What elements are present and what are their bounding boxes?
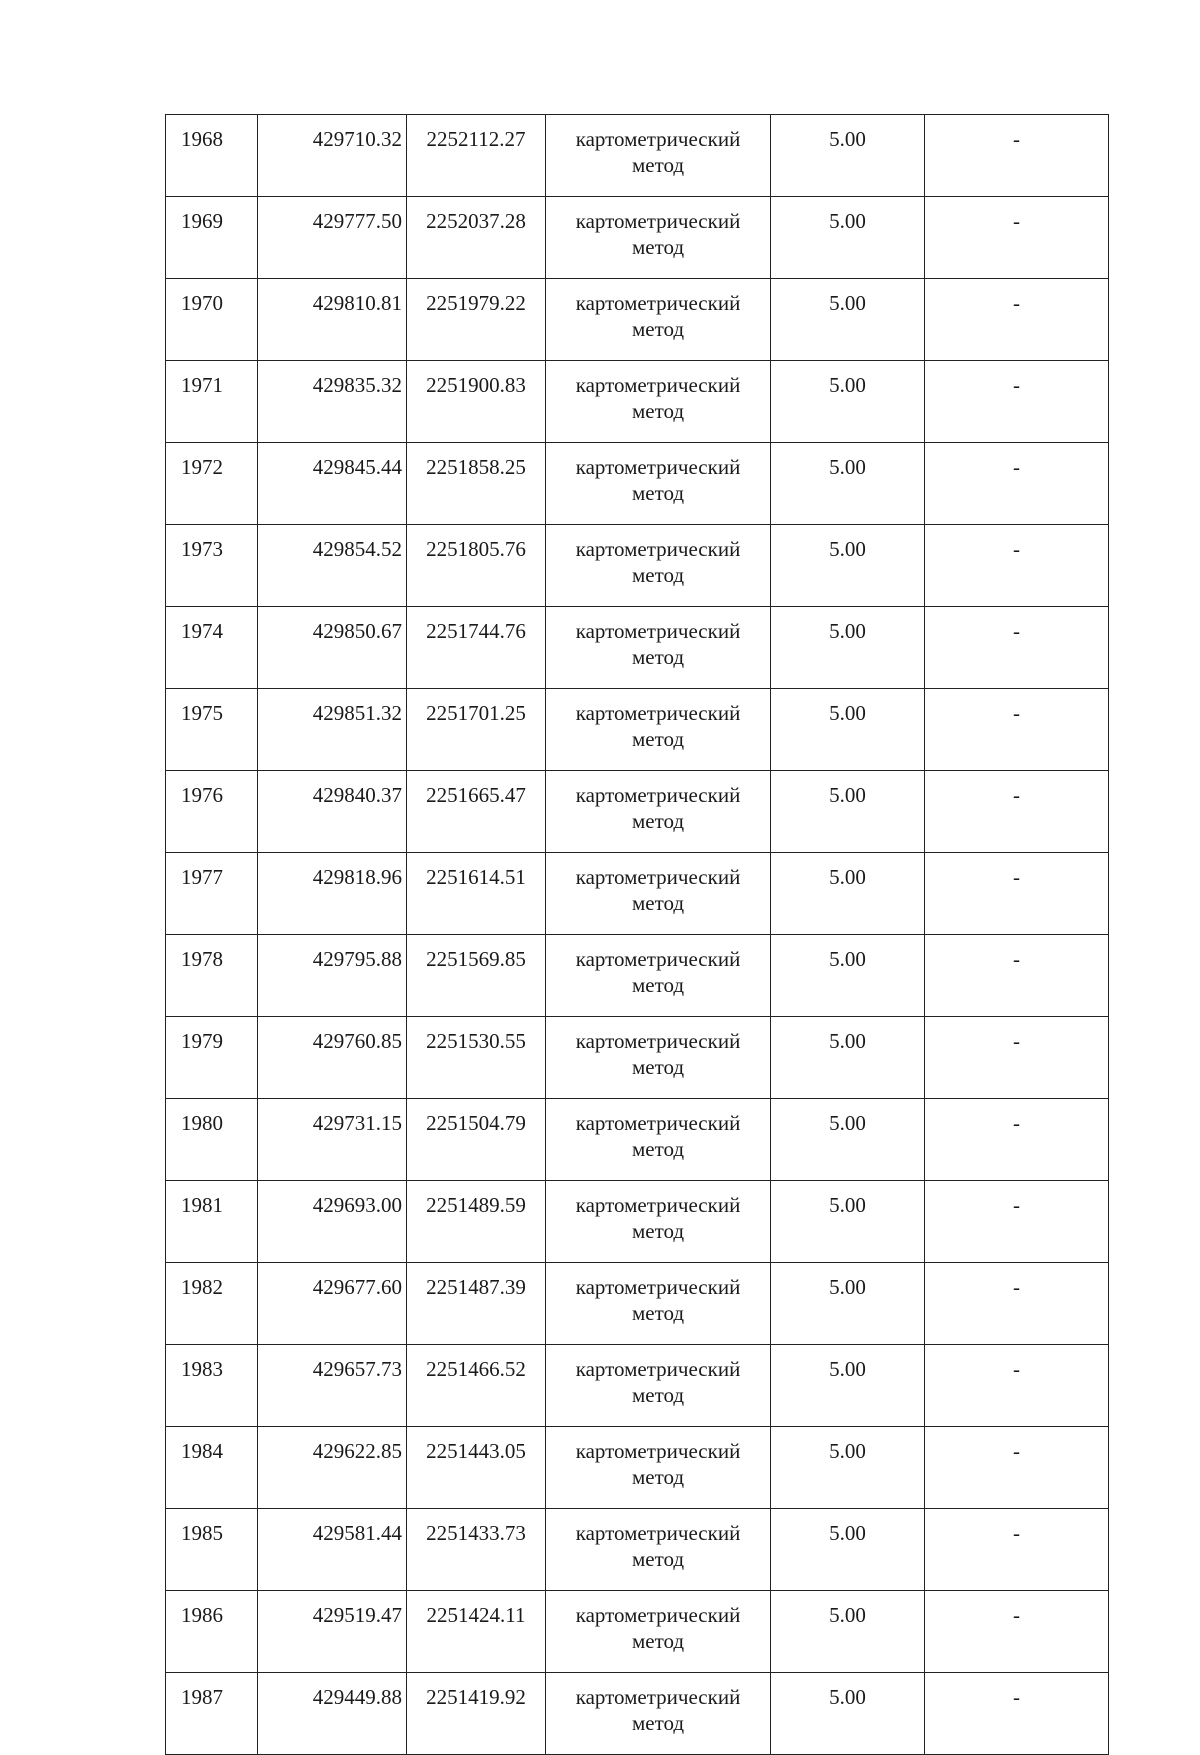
point-number: 1968 bbox=[181, 127, 223, 151]
precision-cell bbox=[771, 1509, 925, 1591]
y-coordinate-cell bbox=[407, 115, 546, 197]
method-cell bbox=[546, 443, 771, 525]
point-number-cell bbox=[166, 279, 258, 361]
method-cell bbox=[546, 361, 771, 443]
point-number-cell bbox=[166, 1263, 258, 1345]
description-value: - bbox=[1013, 1193, 1020, 1217]
x-coordinate: 429519.47 bbox=[312, 1603, 402, 1627]
y-coordinate: 2252112.27 bbox=[426, 127, 526, 151]
x-coordinate: 429760.85 bbox=[312, 1029, 402, 1053]
method-line-1: картометрический bbox=[575, 537, 741, 561]
x-coordinate: 429850.67 bbox=[312, 619, 402, 643]
x-coordinate: 429622.85 bbox=[312, 1439, 402, 1463]
precision-cell bbox=[771, 525, 925, 607]
method-line-1: картометрический bbox=[575, 209, 741, 233]
table-row bbox=[166, 771, 1109, 853]
description-value: - bbox=[1013, 1439, 1020, 1463]
x-coordinate: 429777.50 bbox=[312, 209, 402, 233]
method-line-1: картометрический bbox=[575, 1603, 741, 1627]
method-cell bbox=[546, 1099, 771, 1181]
point-number-cell bbox=[166, 1509, 258, 1591]
description-cell bbox=[925, 1509, 1109, 1591]
point-number-cell bbox=[166, 443, 258, 525]
precision-cell bbox=[771, 853, 925, 935]
y-coordinate: 2251443.05 bbox=[426, 1439, 526, 1463]
precision-value: 5.00 bbox=[829, 1029, 866, 1053]
method-cell bbox=[546, 115, 771, 197]
point-number: 1981 bbox=[181, 1193, 223, 1217]
method-line-2: метод bbox=[631, 891, 685, 915]
method-line-1: картометрический bbox=[575, 1521, 741, 1545]
point-number: 1969 bbox=[181, 209, 223, 233]
method-line-2: метод bbox=[631, 1301, 685, 1325]
description-cell bbox=[925, 1427, 1109, 1509]
x-coordinate-cell bbox=[258, 1427, 407, 1509]
y-coordinate: 2251504.79 bbox=[426, 1111, 526, 1135]
point-number-cell bbox=[166, 1181, 258, 1263]
precision-value: 5.00 bbox=[829, 209, 866, 233]
method-line-2: метод bbox=[631, 481, 685, 505]
y-coordinate-cell bbox=[407, 1509, 546, 1591]
y-coordinate: 2251614.51 bbox=[426, 865, 526, 889]
precision-cell bbox=[771, 689, 925, 771]
method-line-1: картометрический bbox=[575, 619, 741, 643]
y-coordinate-cell bbox=[407, 607, 546, 689]
method-line-1: картометрический bbox=[575, 865, 741, 889]
precision-value: 5.00 bbox=[829, 865, 866, 889]
y-coordinate: 2252037.28 bbox=[426, 209, 526, 233]
point-number-cell bbox=[166, 1017, 258, 1099]
point-number: 1982 bbox=[181, 1275, 223, 1299]
precision-cell bbox=[771, 1181, 925, 1263]
point-number: 1977 bbox=[181, 865, 223, 889]
point-number: 1971 bbox=[181, 373, 223, 397]
x-coordinate: 429851.32 bbox=[312, 701, 402, 725]
description-cell bbox=[925, 607, 1109, 689]
precision-cell bbox=[771, 1099, 925, 1181]
y-coordinate-cell bbox=[407, 1181, 546, 1263]
precision-cell bbox=[771, 197, 925, 279]
x-coordinate-cell bbox=[258, 689, 407, 771]
description-value: - bbox=[1013, 537, 1020, 561]
y-coordinate: 2251979.22 bbox=[426, 291, 526, 315]
precision-value: 5.00 bbox=[829, 619, 866, 643]
method-line-2: метод bbox=[631, 1711, 685, 1735]
precision-value: 5.00 bbox=[829, 455, 866, 479]
x-coordinate-cell bbox=[258, 1181, 407, 1263]
method-line-2: метод bbox=[631, 153, 685, 177]
method-cell bbox=[546, 689, 771, 771]
point-number-cell bbox=[166, 607, 258, 689]
method-line-1: картометрический bbox=[575, 701, 741, 725]
method-line-2: метод bbox=[631, 317, 685, 341]
coordinates-table bbox=[165, 114, 1109, 1755]
method-cell bbox=[546, 1017, 771, 1099]
y-coordinate-cell bbox=[407, 1427, 546, 1509]
x-coordinate-cell bbox=[258, 1345, 407, 1427]
method-line-1: картометрический bbox=[575, 1111, 741, 1135]
precision-value: 5.00 bbox=[829, 537, 866, 561]
description-cell bbox=[925, 1345, 1109, 1427]
point-number: 1976 bbox=[181, 783, 223, 807]
table-row bbox=[166, 1673, 1109, 1755]
x-coordinate-cell bbox=[258, 1017, 407, 1099]
table-row bbox=[166, 935, 1109, 1017]
method-cell bbox=[546, 1263, 771, 1345]
precision-cell bbox=[771, 771, 925, 853]
x-coordinate: 429581.44 bbox=[312, 1521, 402, 1545]
precision-value: 5.00 bbox=[829, 1685, 866, 1709]
method-cell bbox=[546, 525, 771, 607]
method-line-1: картометрический bbox=[575, 1275, 741, 1299]
method-line-2: метод bbox=[631, 1219, 685, 1243]
description-cell bbox=[925, 115, 1109, 197]
method-line-2: метод bbox=[631, 563, 685, 587]
description-cell bbox=[925, 1263, 1109, 1345]
y-coordinate: 2251419.92 bbox=[426, 1685, 526, 1709]
point-number: 1973 bbox=[181, 537, 223, 561]
description-cell bbox=[925, 197, 1109, 279]
precision-cell bbox=[771, 115, 925, 197]
precision-value: 5.00 bbox=[829, 1193, 866, 1217]
description-value: - bbox=[1013, 1521, 1020, 1545]
precision-value: 5.00 bbox=[829, 127, 866, 151]
method-line-2: метод bbox=[631, 1137, 685, 1161]
description-cell bbox=[925, 279, 1109, 361]
method-cell bbox=[546, 1427, 771, 1509]
table-row bbox=[166, 197, 1109, 279]
method-cell bbox=[546, 279, 771, 361]
precision-cell bbox=[771, 443, 925, 525]
x-coordinate-cell bbox=[258, 197, 407, 279]
method-line-2: метод bbox=[631, 1465, 685, 1489]
description-cell bbox=[925, 361, 1109, 443]
table-row bbox=[166, 607, 1109, 689]
point-number: 1979 bbox=[181, 1029, 223, 1053]
method-line-1: картометрический bbox=[575, 1685, 741, 1709]
table-row bbox=[166, 279, 1109, 361]
x-coordinate-cell bbox=[258, 115, 407, 197]
description-value: - bbox=[1013, 455, 1020, 479]
method-line-2: метод bbox=[631, 645, 685, 669]
point-number: 1978 bbox=[181, 947, 223, 971]
x-coordinate-cell bbox=[258, 361, 407, 443]
description-cell bbox=[925, 935, 1109, 1017]
point-number: 1986 bbox=[181, 1603, 223, 1627]
point-number-cell bbox=[166, 689, 258, 771]
y-coordinate: 2251530.55 bbox=[426, 1029, 526, 1053]
table-row bbox=[166, 115, 1109, 197]
description-value: - bbox=[1013, 1111, 1020, 1135]
point-number-cell bbox=[166, 1591, 258, 1673]
x-coordinate: 429845.44 bbox=[312, 455, 402, 479]
description-value: - bbox=[1013, 1357, 1020, 1381]
method-cell bbox=[546, 607, 771, 689]
precision-cell bbox=[771, 1673, 925, 1755]
y-coordinate-cell bbox=[407, 853, 546, 935]
point-number: 1972 bbox=[181, 455, 223, 479]
method-line-1: картометрический bbox=[575, 783, 741, 807]
x-coordinate-cell bbox=[258, 1263, 407, 1345]
description-value: - bbox=[1013, 1029, 1020, 1053]
y-coordinate: 2251489.59 bbox=[426, 1193, 526, 1217]
table-row bbox=[166, 1591, 1109, 1673]
description-cell bbox=[925, 1099, 1109, 1181]
table-row bbox=[166, 1427, 1109, 1509]
x-coordinate-cell bbox=[258, 1591, 407, 1673]
description-cell bbox=[925, 771, 1109, 853]
description-value: - bbox=[1013, 127, 1020, 151]
precision-value: 5.00 bbox=[829, 1111, 866, 1135]
description-cell bbox=[925, 1673, 1109, 1755]
y-coordinate-cell bbox=[407, 361, 546, 443]
description-value: - bbox=[1013, 373, 1020, 397]
method-cell bbox=[546, 1509, 771, 1591]
y-coordinate: 2251900.83 bbox=[426, 373, 526, 397]
description-cell bbox=[925, 853, 1109, 935]
precision-cell bbox=[771, 361, 925, 443]
point-number-cell bbox=[166, 1345, 258, 1427]
point-number-cell bbox=[166, 1099, 258, 1181]
description-value: - bbox=[1013, 947, 1020, 971]
x-coordinate: 429810.81 bbox=[312, 291, 402, 315]
point-number: 1987 bbox=[181, 1685, 223, 1709]
method-cell bbox=[546, 197, 771, 279]
table-row bbox=[166, 1017, 1109, 1099]
y-coordinate: 2251433.73 bbox=[426, 1521, 526, 1545]
x-coordinate-cell bbox=[258, 443, 407, 525]
precision-cell bbox=[771, 1263, 925, 1345]
table-row bbox=[166, 443, 1109, 525]
description-cell bbox=[925, 1181, 1109, 1263]
y-coordinate-cell bbox=[407, 525, 546, 607]
description-cell bbox=[925, 1591, 1109, 1673]
table-row bbox=[166, 1345, 1109, 1427]
point-number-cell bbox=[166, 1673, 258, 1755]
table-row bbox=[166, 525, 1109, 607]
method-line-1: картометрический bbox=[575, 455, 741, 479]
y-coordinate: 2251569.85 bbox=[426, 947, 526, 971]
x-coordinate-cell bbox=[258, 279, 407, 361]
x-coordinate-cell bbox=[258, 1509, 407, 1591]
y-coordinate: 2251858.25 bbox=[426, 455, 526, 479]
method-cell bbox=[546, 1591, 771, 1673]
x-coordinate: 429818.96 bbox=[312, 865, 402, 889]
method-line-2: метод bbox=[631, 399, 685, 423]
y-coordinate-cell bbox=[407, 197, 546, 279]
point-number: 1974 bbox=[181, 619, 223, 643]
precision-value: 5.00 bbox=[829, 701, 866, 725]
y-coordinate: 2251487.39 bbox=[426, 1275, 526, 1299]
precision-cell bbox=[771, 1591, 925, 1673]
y-coordinate: 2251665.47 bbox=[426, 783, 526, 807]
description-value: - bbox=[1013, 701, 1020, 725]
x-coordinate-cell bbox=[258, 1099, 407, 1181]
x-coordinate: 429840.37 bbox=[312, 783, 402, 807]
precision-value: 5.00 bbox=[829, 373, 866, 397]
description-cell bbox=[925, 525, 1109, 607]
table-row bbox=[166, 1263, 1109, 1345]
x-coordinate-cell bbox=[258, 771, 407, 853]
x-coordinate: 429795.88 bbox=[312, 947, 402, 971]
table-row bbox=[166, 853, 1109, 935]
x-coordinate: 429693.00 bbox=[312, 1193, 402, 1217]
y-coordinate: 2251701.25 bbox=[426, 701, 526, 725]
point-number: 1970 bbox=[181, 291, 223, 315]
x-coordinate: 429835.32 bbox=[312, 373, 402, 397]
x-coordinate: 429710.32 bbox=[312, 127, 402, 151]
method-cell bbox=[546, 1181, 771, 1263]
method-line-2: метод bbox=[631, 809, 685, 833]
description-value: - bbox=[1013, 291, 1020, 315]
table-row bbox=[166, 1181, 1109, 1263]
description-value: - bbox=[1013, 1685, 1020, 1709]
precision-cell bbox=[771, 1345, 925, 1427]
method-line-1: картометрический bbox=[575, 373, 741, 397]
y-coordinate-cell bbox=[407, 1099, 546, 1181]
x-coordinate-cell bbox=[258, 935, 407, 1017]
description-cell bbox=[925, 689, 1109, 771]
y-coordinate-cell bbox=[407, 935, 546, 1017]
method-line-2: метод bbox=[631, 1629, 685, 1653]
description-value: - bbox=[1013, 1603, 1020, 1627]
method-line-2: метод bbox=[631, 973, 685, 997]
y-coordinate-cell bbox=[407, 1591, 546, 1673]
x-coordinate-cell bbox=[258, 525, 407, 607]
description-cell bbox=[925, 443, 1109, 525]
method-line-1: картометрический bbox=[575, 1029, 741, 1053]
y-coordinate-cell bbox=[407, 1263, 546, 1345]
precision-cell bbox=[771, 607, 925, 689]
precision-cell bbox=[771, 279, 925, 361]
method-line-1: картометрический bbox=[575, 1439, 741, 1463]
precision-value: 5.00 bbox=[829, 1439, 866, 1463]
method-line-2: метод bbox=[631, 1547, 685, 1571]
point-number-cell bbox=[166, 771, 258, 853]
method-cell bbox=[546, 853, 771, 935]
precision-value: 5.00 bbox=[829, 1521, 866, 1545]
point-number-cell bbox=[166, 853, 258, 935]
y-coordinate-cell bbox=[407, 1345, 546, 1427]
description-value: - bbox=[1013, 1275, 1020, 1299]
y-coordinate-cell bbox=[407, 443, 546, 525]
precision-value: 5.00 bbox=[829, 1357, 866, 1381]
point-number: 1983 bbox=[181, 1357, 223, 1381]
point-number-cell bbox=[166, 361, 258, 443]
y-coordinate-cell bbox=[407, 689, 546, 771]
y-coordinate-cell bbox=[407, 279, 546, 361]
method-cell bbox=[546, 1345, 771, 1427]
precision-cell bbox=[771, 1017, 925, 1099]
description-value: - bbox=[1013, 783, 1020, 807]
point-number-cell bbox=[166, 197, 258, 279]
x-coordinate: 429449.88 bbox=[312, 1685, 402, 1709]
point-number-cell bbox=[166, 115, 258, 197]
point-number: 1980 bbox=[181, 1111, 223, 1135]
method-line-2: метод bbox=[631, 235, 685, 259]
description-value: - bbox=[1013, 865, 1020, 889]
point-number-cell bbox=[166, 935, 258, 1017]
point-number: 1985 bbox=[181, 1521, 223, 1545]
x-coordinate-cell bbox=[258, 1673, 407, 1755]
table-row bbox=[166, 1509, 1109, 1591]
point-number-cell bbox=[166, 525, 258, 607]
method-line-1: картометрический bbox=[575, 291, 741, 315]
method-line-2: метод bbox=[631, 1383, 685, 1407]
method-line-1: картометрический bbox=[575, 127, 741, 151]
precision-value: 5.00 bbox=[829, 783, 866, 807]
precision-value: 5.00 bbox=[829, 1603, 866, 1627]
table-row bbox=[166, 361, 1109, 443]
method-cell bbox=[546, 771, 771, 853]
x-coordinate-cell bbox=[258, 853, 407, 935]
point-number-cell bbox=[166, 1427, 258, 1509]
x-coordinate: 429731.15 bbox=[312, 1111, 402, 1135]
point-number: 1975 bbox=[181, 701, 223, 725]
table-row bbox=[166, 689, 1109, 771]
method-cell bbox=[546, 935, 771, 1017]
y-coordinate: 2251424.11 bbox=[426, 1603, 526, 1627]
method-line-1: картометрический bbox=[575, 1193, 741, 1217]
y-coordinate: 2251744.76 bbox=[426, 619, 526, 643]
y-coordinate: 2251466.52 bbox=[426, 1357, 526, 1381]
description-value: - bbox=[1013, 619, 1020, 643]
method-line-1: картометрический bbox=[575, 1357, 741, 1381]
table-row bbox=[166, 1099, 1109, 1181]
method-cell bbox=[546, 1673, 771, 1755]
method-line-2: метод bbox=[631, 727, 685, 751]
precision-cell bbox=[771, 935, 925, 1017]
x-coordinate: 429677.60 bbox=[312, 1275, 402, 1299]
y-coordinate-cell bbox=[407, 771, 546, 853]
method-line-2: метод bbox=[631, 1055, 685, 1079]
point-number: 1984 bbox=[181, 1439, 223, 1463]
method-line-1: картометрический bbox=[575, 947, 741, 971]
precision-value: 5.00 bbox=[829, 291, 866, 315]
description-value: - bbox=[1013, 209, 1020, 233]
x-coordinate: 429854.52 bbox=[312, 537, 402, 561]
x-coordinate: 429657.73 bbox=[312, 1357, 402, 1381]
y-coordinate-cell bbox=[407, 1673, 546, 1755]
precision-value: 5.00 bbox=[829, 947, 866, 971]
y-coordinate-cell bbox=[407, 1017, 546, 1099]
x-coordinate-cell bbox=[258, 607, 407, 689]
coordinates-table-body bbox=[166, 115, 1109, 1755]
precision-cell bbox=[771, 1427, 925, 1509]
precision-value: 5.00 bbox=[829, 1275, 866, 1299]
y-coordinate: 2251805.76 bbox=[426, 537, 526, 561]
description-cell bbox=[925, 1017, 1109, 1099]
